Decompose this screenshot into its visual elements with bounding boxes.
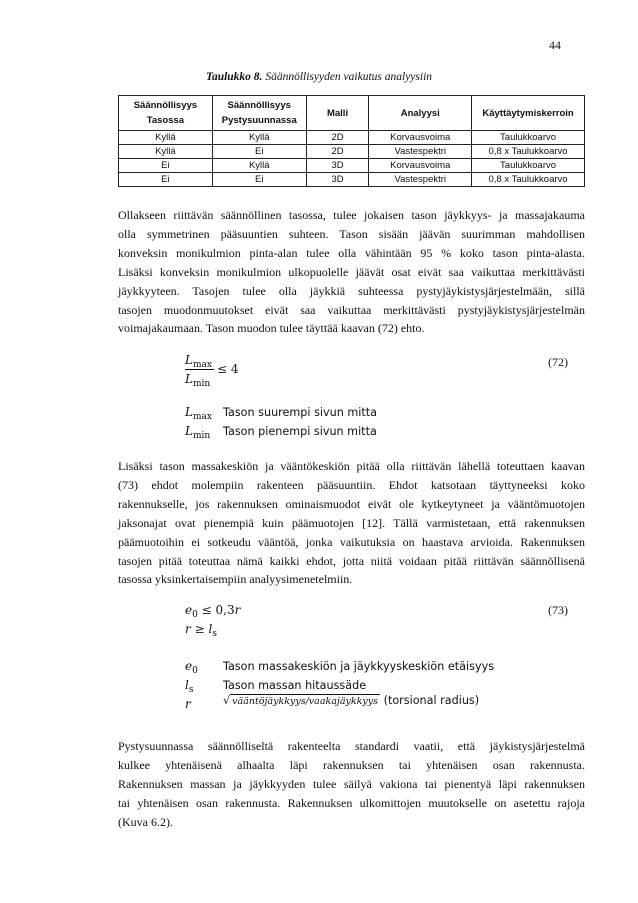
analysis-table	[118, 95, 585, 187]
sqrt-radicand: vääntöjäykkyys/vaakajäykkyys	[232, 696, 379, 707]
table-cell: Ei	[119, 159, 213, 173]
eq72-num-symbol: L	[185, 353, 193, 367]
table-cell: 2D	[306, 145, 369, 159]
paragraph-line: rakennukselle, jos rakennuksen ominaismuodot eivät ole kytkeytyneet ja vääntömuotojen	[118, 496, 585, 511]
paragraph-regularity-plan	[118, 206, 585, 338]
paragraph-line: (73) ehdot molempiin rakenteen pääsuuntiin. Ehdot katsotaan täyttyneeksi koko	[118, 477, 585, 492]
paragraph-line: voimajakaumaan. Tason muodon tulee täyttää kaavan (72) ehto.	[118, 321, 425, 336]
table-cell: 2D	[306, 131, 369, 145]
eq72-relation: ≤ 4	[217, 362, 239, 376]
eq73-line-1: $e_0 \le 0,3r$	[185, 603, 241, 620]
eq72-den-symbol: L	[185, 372, 193, 386]
table-cell: Kyllä	[119, 131, 213, 145]
equation-72	[185, 352, 212, 387]
table-row	[119, 145, 585, 159]
table-cell: 0,8 x Taulukkoarvo	[472, 173, 585, 187]
table-row	[119, 131, 585, 145]
def73-symbol: r	[185, 697, 191, 711]
def73-text: Tason massakeskiön ja jäykkyyskeskiön etäisyys	[223, 660, 495, 673]
paragraph-line: päämuotoihin ei sotkeudu vääntöä, jonka vaikutuksia on haastava arvioida. Rakennuksen	[118, 534, 585, 549]
table-caption	[0, 71, 638, 83]
eq72-num-sub: max	[192, 360, 212, 370]
table-cell: 0,8 x Taulukkoarvo	[472, 145, 585, 159]
paragraph-line: olla symmetrinen pääsuuntien suhteen. Tason sisään jäävän suurimman mahdollisen	[118, 226, 585, 241]
paragraph-line: tasojen pitää toteuttaa nämä kaikki ehdot, jotta niitä voidaan pitää riittävän säännöllisenä	[118, 553, 585, 568]
table-caption-label: Taulukko 8.	[205, 71, 263, 83]
table-cell: Kyllä	[212, 131, 306, 145]
table-cell: Korvausvoima	[369, 159, 472, 173]
paragraph-vertical-regularity	[118, 737, 585, 832]
page-number: 44	[549, 38, 561, 52]
paragraph-line: tasojen muodonmuutokset eivät saa vaikuttaa merkittävästi pystyjäykistysjärjestelmän	[118, 302, 585, 317]
paragraph-line: kulkee yhtenäisenä alhaalta läpi rakennuksen tai yhtenäisen osan rakennusta.	[118, 757, 585, 772]
paragraph-line: tasossa yksinkertaisempiin analyysimenetelmiin.	[118, 572, 353, 587]
def73-text: √ vääntöjäykkyys/vaakajäykkyys (torsional radius)	[223, 694, 480, 707]
table-cell: Taulukkoarvo	[472, 131, 585, 145]
def72-text: Tason suurempi sivun mitta	[223, 406, 377, 419]
def72-symbol: $L_{max}$	[185, 405, 212, 422]
header-cell: Säännöllisyys Pystysuunnassa	[212, 96, 306, 131]
def73-text: Tason massan hitaussäde	[223, 679, 367, 692]
table-cell: Taulukkoarvo	[472, 159, 585, 173]
table-caption-text: Säännöllisyyden vaikutus analyysiin	[265, 71, 433, 83]
table-cell: Ei	[119, 173, 213, 187]
table-cell: Vastespektri	[369, 145, 472, 159]
def72-text: Tason pienempi sivun mitta	[223, 425, 377, 438]
paragraph-line: (Kuva 6.2).	[118, 814, 173, 829]
table-cell: 3D	[306, 173, 369, 187]
paragraph-line: Pystysuunnassa säännölliseltä rakenteelta standardi vaatii, että jäykistysjärjestelmä	[118, 739, 585, 753]
header-cell: Säännöllisyys Tasossa	[119, 96, 213, 131]
header-cell: Käyttäytymiskerroin	[472, 96, 585, 131]
def72-symbol: $L_{min}$	[185, 424, 211, 441]
def73-symbol: $e_0$	[185, 659, 198, 676]
paragraph-torsion	[118, 457, 585, 589]
paragraph-line: jaksonajat ovat pienempiä kuin päämuotojen [12]. Tällä varmistetaan, että rakennuksen	[118, 515, 585, 530]
eq72-den-sub: min	[192, 379, 211, 389]
paragraph-line: konveksin monikulmion pinta-alan tulee olla vähintään 95 % koko tason pinta-alasta.	[118, 245, 585, 260]
table-cell: Ei	[212, 145, 306, 159]
paragraph-line: Ollakseen riittävän säännöllinen tasossa, tulee jokaisen tason jäykkyys- ja massajakauma	[118, 208, 585, 222]
paragraph-line: tai yhtenäisen osan rakennusta. Rakennuksen ulkomittojen muutokselle on asetettu rajoja	[118, 795, 585, 810]
paragraph-line: Lisäksi tason massakeskiön ja vääntökeskiön pitää olla riittävän lähellä toteuttaen kaavan	[118, 459, 585, 473]
eq72-number: (72)	[548, 355, 568, 369]
eq73-number: (73)	[548, 603, 568, 617]
header-cell: Malli	[306, 96, 369, 131]
table-cell: Ei	[212, 173, 306, 187]
sqrt-radical: √ vääntöjäykkyys/vaakajäykkyys	[223, 694, 379, 707]
paragraph-line: jäykkyyteen. Tasojen tulee olla jäykkiä suhteessa pystyjäykistysjärjestelmään, sillä	[118, 283, 585, 298]
eq73-line-2: $r \ge l_s$	[185, 622, 217, 639]
paragraph-line: Rakennuksen massan ja jäykkyyden tulee säilyä vakiona tai pienentyä läpi rakennuksen	[118, 776, 585, 791]
table-cell: 3D	[306, 159, 369, 173]
table-cell: Korvausvoima	[369, 131, 472, 145]
table-row	[119, 173, 585, 187]
paragraph-line: Lisäksi konveksin monikulmion ulkopuolelle jäävät osat eivät saa vaikuttaa merkittävästi	[118, 264, 585, 279]
table-cell: Vastespektri	[369, 173, 472, 187]
table-row	[119, 159, 585, 173]
table-cell: Kyllä	[212, 159, 306, 173]
header-cell: Analyysi	[369, 96, 472, 131]
table-header-row	[119, 96, 585, 131]
def73-symbol: $l_s$	[185, 678, 194, 695]
table-cell: Kyllä	[119, 145, 213, 159]
